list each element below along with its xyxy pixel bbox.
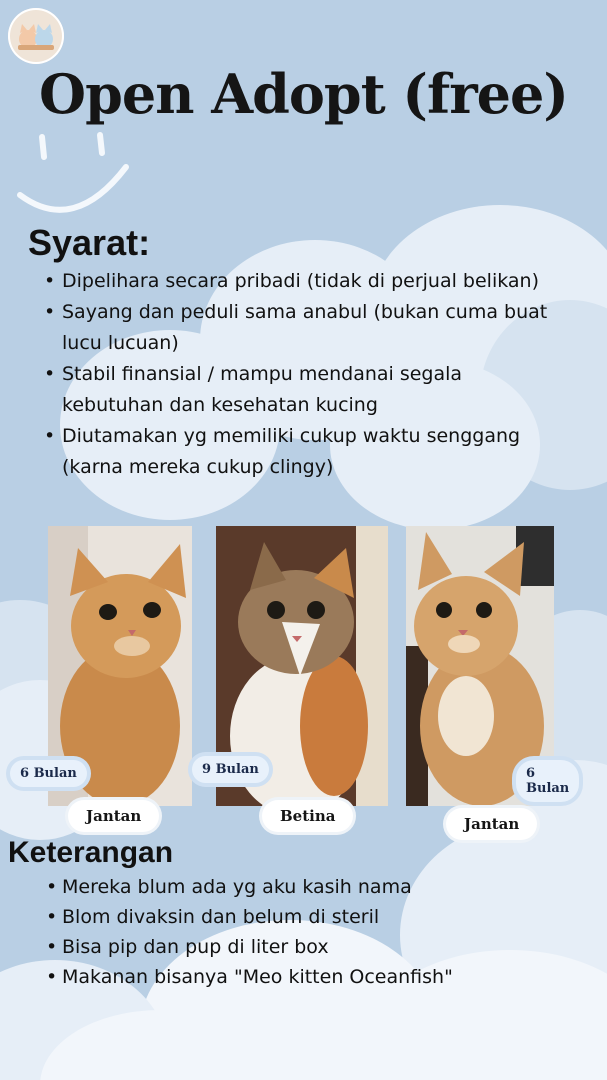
age-badge: 9 Bulan	[192, 756, 269, 783]
list-item: • Mereka blum ada yg aku kasih nama	[46, 872, 453, 902]
requirements-heading: Syarat:	[28, 222, 151, 263]
list-item: • Blom divaksin dan belum di steril	[46, 902, 453, 932]
age-badge: 6 Bulan	[516, 760, 579, 802]
page-title: Open Adopt (free)	[39, 62, 568, 126]
age-badge: 6 Bulan	[10, 760, 87, 787]
cat-card-3[interactable]	[406, 526, 570, 833]
list-item: • Sayang dan peduli sama anabul (bukan cuma buat lucu lucuan)	[36, 297, 566, 359]
list-item: • Bisa pip dan pup di liter box	[46, 932, 453, 962]
notes-heading: Keterangan	[8, 836, 174, 869]
cats-logo-icon	[14, 21, 58, 51]
list-item: • Stabil finansial / mampu mendanai segala kebutuhan dan kesehatan kucing	[36, 359, 566, 421]
gender-label: Jantan	[68, 800, 159, 832]
logo	[8, 8, 64, 64]
list-item: • Diutamakan yg memiliki cukup waktu senggang (karna mereka cukup clingy)	[36, 421, 566, 483]
cat-card-2[interactable]	[202, 526, 388, 825]
gender-label: Jantan	[446, 808, 537, 840]
notes-list	[46, 872, 453, 992]
list-item: • Makanan bisanya "Meo kitten Oceanfish"	[46, 962, 453, 992]
smiley-icon	[14, 125, 144, 225]
list-item: • Dipelihara secara pribadi (tidak di perjual belikan)	[36, 266, 566, 297]
cat-card-1[interactable]	[20, 526, 192, 825]
gender-label: Betina	[262, 800, 353, 832]
requirements-list	[36, 266, 566, 483]
